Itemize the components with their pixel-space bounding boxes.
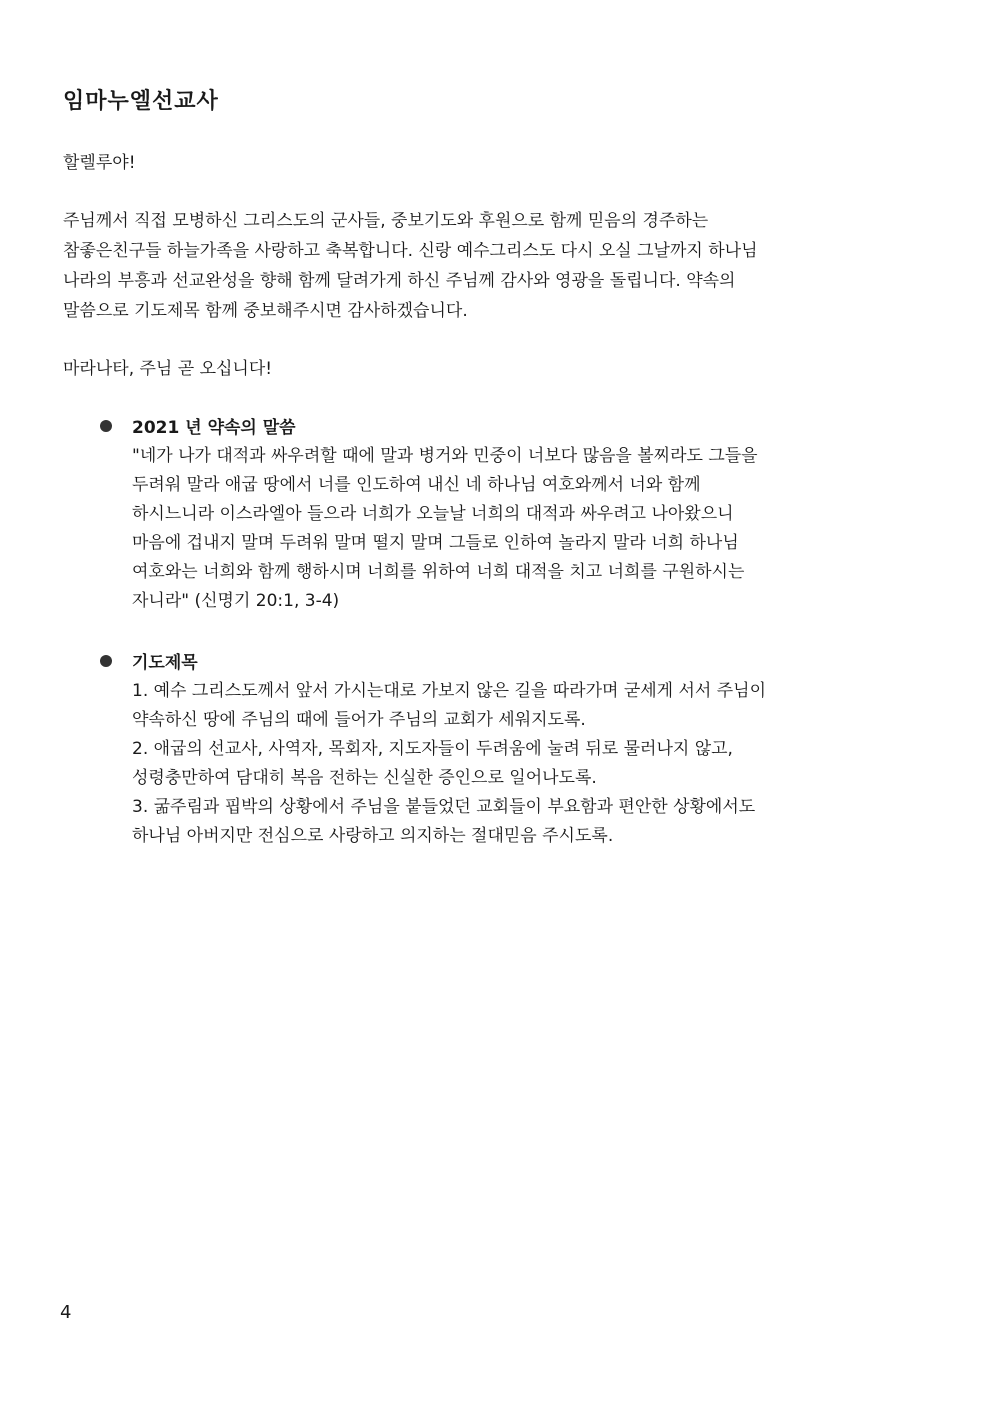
verse-line: 여호와는 너희와 함께 행하시며 너희를 위하여 너희 대적을 치고 너희를 구원하시는 bbox=[132, 562, 745, 582]
verse-line: 자니라" (신명기 20:1, 3-4) bbox=[132, 591, 340, 611]
verse-line: 두려워 말라 애굽 땅에서 너를 인도하여 내신 네 하나님 여호와께서 너와 함께 bbox=[132, 475, 701, 495]
intro-paragraph bbox=[63, 206, 943, 326]
closing-line: 마라나타, 주님 곧 오십니다! bbox=[63, 359, 273, 379]
prayer-line: 2. 애굽의 선교사, 사역자, 목회자, 지도자들이 두려움에 눌려 뒤로 물러나지 않고, bbox=[132, 739, 733, 759]
bullet-icon bbox=[100, 420, 112, 432]
verse-line: "네가 나가 대적과 싸우려할 때에 말과 병거와 민중이 너보다 많음을 볼찌라도 그들을 bbox=[132, 446, 758, 466]
intro-line: 주님께서 직접 모병하신 그리스도의 군사들, 중보기도와 후원으로 함께 믿음의 경주하는 bbox=[63, 211, 709, 231]
page-number: 4 bbox=[60, 1302, 72, 1323]
bullet-icon bbox=[100, 655, 112, 667]
prayer-heading: 기도제목 bbox=[132, 653, 198, 673]
intro-line: 나라의 부흥과 선교완성을 향해 함께 달려가게 하신 주님께 감사와 영광을 돌립니다. 약속의 bbox=[63, 271, 736, 291]
promise-heading: 2021 년 약속의 말씀 bbox=[132, 418, 296, 438]
prayer-list bbox=[132, 677, 766, 851]
page-title: 임마누엘선교사 bbox=[63, 89, 219, 114]
promise-verse bbox=[132, 442, 758, 616]
greeting: 할렐루야! bbox=[63, 153, 136, 173]
prayer-line: 성령충만하여 담대히 복음 전하는 신실한 증인으로 일어나도록. bbox=[132, 768, 597, 788]
intro-line: 말씀으로 기도제목 함께 중보해주시면 감사하겠습니다. bbox=[63, 301, 468, 321]
prayer-line: 약속하신 땅에 주님의 때에 들어가 주님의 교회가 세워지도록. bbox=[132, 710, 586, 730]
verse-line: 마음에 겁내지 말며 두려워 말며 떨지 말며 그들로 인하여 놀라지 말라 너희 하나님 bbox=[132, 533, 739, 553]
intro-line: 참좋은친구들 하늘가족을 사랑하고 축복합니다. 신랑 예수그리스도 다시 오실 그날까지 하나님 bbox=[63, 241, 758, 261]
verse-line: 하시느니라 이스라엘아 들으라 너희가 오늘날 너희의 대적과 싸우려고 나아왔으니 bbox=[132, 504, 734, 524]
prayer-line: 3. 굶주림과 핍박의 상황에서 주님을 붙들었던 교회들이 부요함과 편안한 상황에서도 bbox=[132, 797, 756, 817]
prayer-line: 하나님 아버지만 전심으로 사랑하고 의지하는 절대믿음 주시도록. bbox=[132, 826, 614, 846]
prayer-line: 1. 예수 그리스도께서 앞서 가시는대로 가보지 않은 길을 따라가며 굳세게 서서 주님이 bbox=[132, 681, 767, 701]
